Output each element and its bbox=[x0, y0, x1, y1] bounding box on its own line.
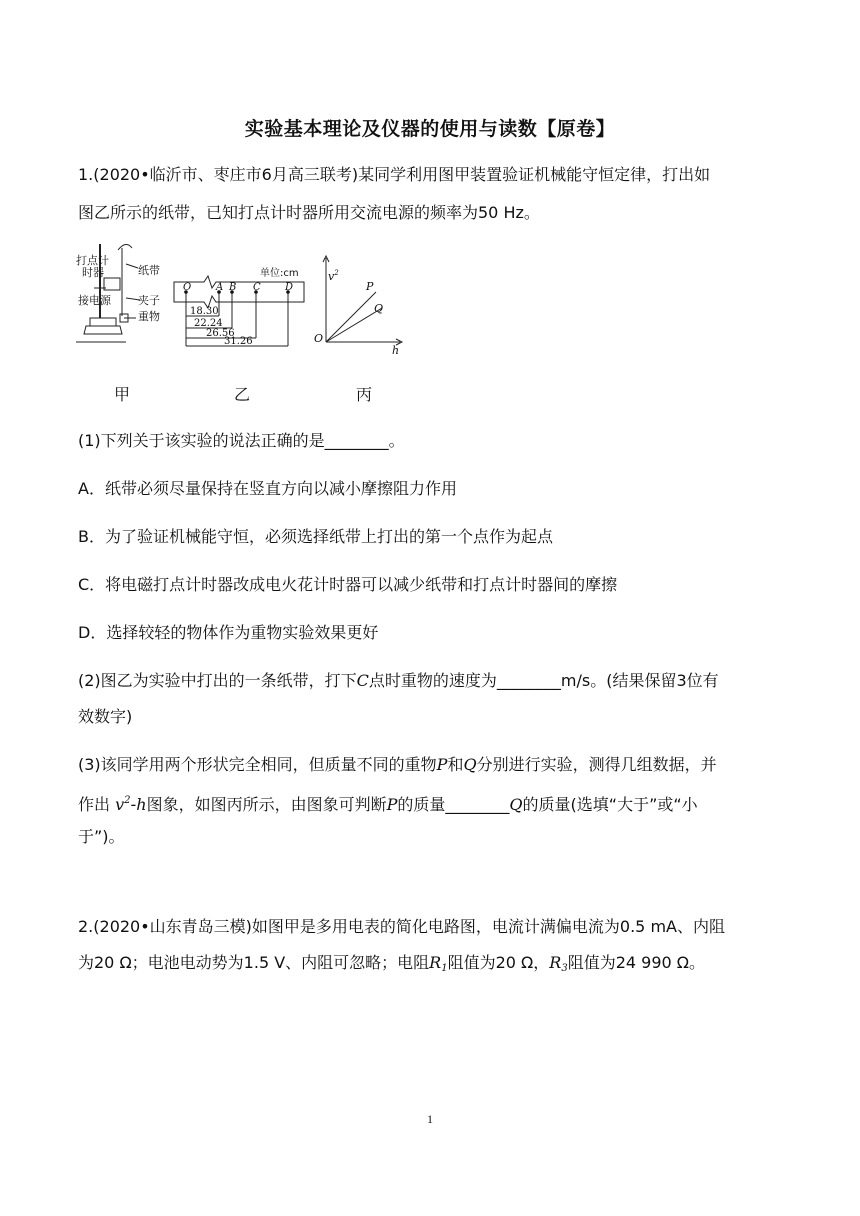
label-power: 接电源 bbox=[78, 294, 111, 307]
q1-part3-line1 bbox=[78, 754, 790, 776]
page-title: 实验基本理论及仪器的使用与读数【原卷】 bbox=[244, 118, 616, 140]
q1-part3-text-a: (3)该同学用两个形状完全相同，但质量不同的重物 bbox=[78, 755, 437, 774]
tape-unit: 单位:cm bbox=[260, 268, 299, 279]
q1-part3-text-b: 分别进行实验，测得几组数据，并 bbox=[476, 755, 717, 774]
q1-part3-line2 bbox=[78, 790, 790, 816]
q1-part3-var-p: P bbox=[436, 755, 448, 774]
q1-part3-line3: 于”)。 bbox=[78, 827, 125, 846]
page-number: 1 bbox=[427, 1112, 433, 1126]
apparatus-labels bbox=[76, 253, 160, 323]
label-timer-a: 打点计 bbox=[76, 254, 109, 267]
timer-box bbox=[104, 278, 120, 290]
tape-distance-1: 18.30 bbox=[190, 306, 219, 317]
q1-part3-text-d: 图象，如图丙所示，由图象可判断 bbox=[146, 795, 387, 814]
q1-part3-text-f: 的质量(选填“大于”或“小 bbox=[522, 795, 698, 814]
caption-yi: 乙 bbox=[234, 385, 251, 404]
q1-part2-text-b: 点时重物的速度为________m/s。(结果保留3位有 bbox=[368, 671, 719, 690]
q2-var-r1: R bbox=[429, 953, 442, 972]
q1-part3-var-q: Q bbox=[463, 755, 477, 774]
tape-label-b: B bbox=[229, 282, 237, 293]
stand-foot bbox=[84, 326, 122, 334]
q2-text-c: 阻值为24 990 Ω。 bbox=[567, 953, 705, 972]
caption-jia: 甲 bbox=[114, 385, 131, 404]
caption-bing: 丙 bbox=[356, 385, 373, 404]
q1-option-a: A．纸带必须尽量保持在竖直方向以减小摩擦阻力作用 bbox=[78, 479, 457, 498]
q1-part3-var-q2: Q bbox=[509, 795, 523, 814]
q1-option-c: C．将电磁打点计时器改成电火花计时器可以减少纸带和打点计时器间的摩擦 bbox=[78, 575, 618, 594]
q1-figure bbox=[74, 238, 414, 358]
graph-label-q: Q bbox=[374, 302, 384, 315]
q1-part1: (1)下列关于该实验的说法正确的是________。 bbox=[78, 431, 405, 450]
tape-distance-2: 22.24 bbox=[194, 318, 223, 329]
q1-part2-text-a: (2)图乙为实验中打出的一条纸带，打下 bbox=[78, 671, 357, 690]
tape-label-o: O bbox=[183, 282, 192, 293]
q1-part3-var-v: v bbox=[115, 795, 125, 814]
q2-stem-line2 bbox=[78, 952, 790, 980]
q2-sub-1: 1 bbox=[441, 963, 448, 974]
stand-base bbox=[90, 318, 116, 326]
q1-part2-var-c: C bbox=[356, 671, 369, 690]
q2-text-b: 阻值为20 Ω， bbox=[447, 953, 550, 972]
q1-stem-line2: 图乙所示的纸带，已知打点计时器所用交流电源的频率为50 Hz。 bbox=[78, 203, 540, 222]
q1-option-d: D．选择较轻的物体作为重物实验效果更好 bbox=[78, 623, 379, 642]
q1-part3-var-p2: P bbox=[386, 795, 398, 814]
q2-stem-line1: 2.(2020•山东青岛三模)如图甲是多用电表的简化电路图，电流计满偏电流为0.5 mA、内阻 bbox=[78, 917, 725, 936]
graph-x-label: h bbox=[392, 344, 400, 357]
q1-part3-sup: 2 bbox=[124, 795, 131, 806]
tape-distance-3: 26.56 bbox=[206, 328, 235, 339]
hand-clip bbox=[118, 244, 132, 250]
q1-part2-line2: 效数字) bbox=[78, 707, 133, 726]
q1-part3-text-e: 的质量________ bbox=[397, 795, 510, 814]
label-timer-b: 时器 bbox=[82, 266, 104, 279]
q1-part3-dash: - bbox=[130, 795, 137, 814]
graph-label-p: P bbox=[366, 280, 374, 293]
q2-sub-3: 3 bbox=[561, 963, 568, 974]
tape-label-a: A bbox=[216, 282, 224, 293]
q1-part3-text-c: 作出 bbox=[78, 795, 116, 814]
q1-option-b: B．为了验证机械能守恒，必须选择纸带上打出的第一个点作为起点 bbox=[78, 527, 553, 546]
label-clip: 夹子 bbox=[138, 294, 160, 307]
tape-label-c: C bbox=[253, 282, 261, 293]
label-weight: 重物 bbox=[138, 310, 160, 323]
q1-part3-and: 和 bbox=[447, 755, 464, 774]
tape-label-d: D bbox=[285, 282, 294, 293]
graph-y-label: $v^2$ bbox=[328, 269, 339, 283]
label-tape: 纸带 bbox=[138, 264, 160, 277]
tape-distance-4: 31.26 bbox=[224, 336, 253, 347]
q2-text-a: 为20 Ω；电池电动势为1.5 V、内阻可忽略；电阻 bbox=[78, 953, 430, 972]
graph-origin: O bbox=[314, 332, 324, 345]
q1-part3-var-h: h bbox=[136, 795, 147, 814]
q2-var-r3: R bbox=[549, 953, 562, 972]
graph-line-p bbox=[326, 292, 376, 342]
q1-stem-line1: 1.(2020•临沂市、枣庄市6月高三联考)某同学利用图甲装置验证机械能守恒定律，打出如 bbox=[78, 165, 711, 184]
q1-part2-line1 bbox=[78, 670, 790, 692]
